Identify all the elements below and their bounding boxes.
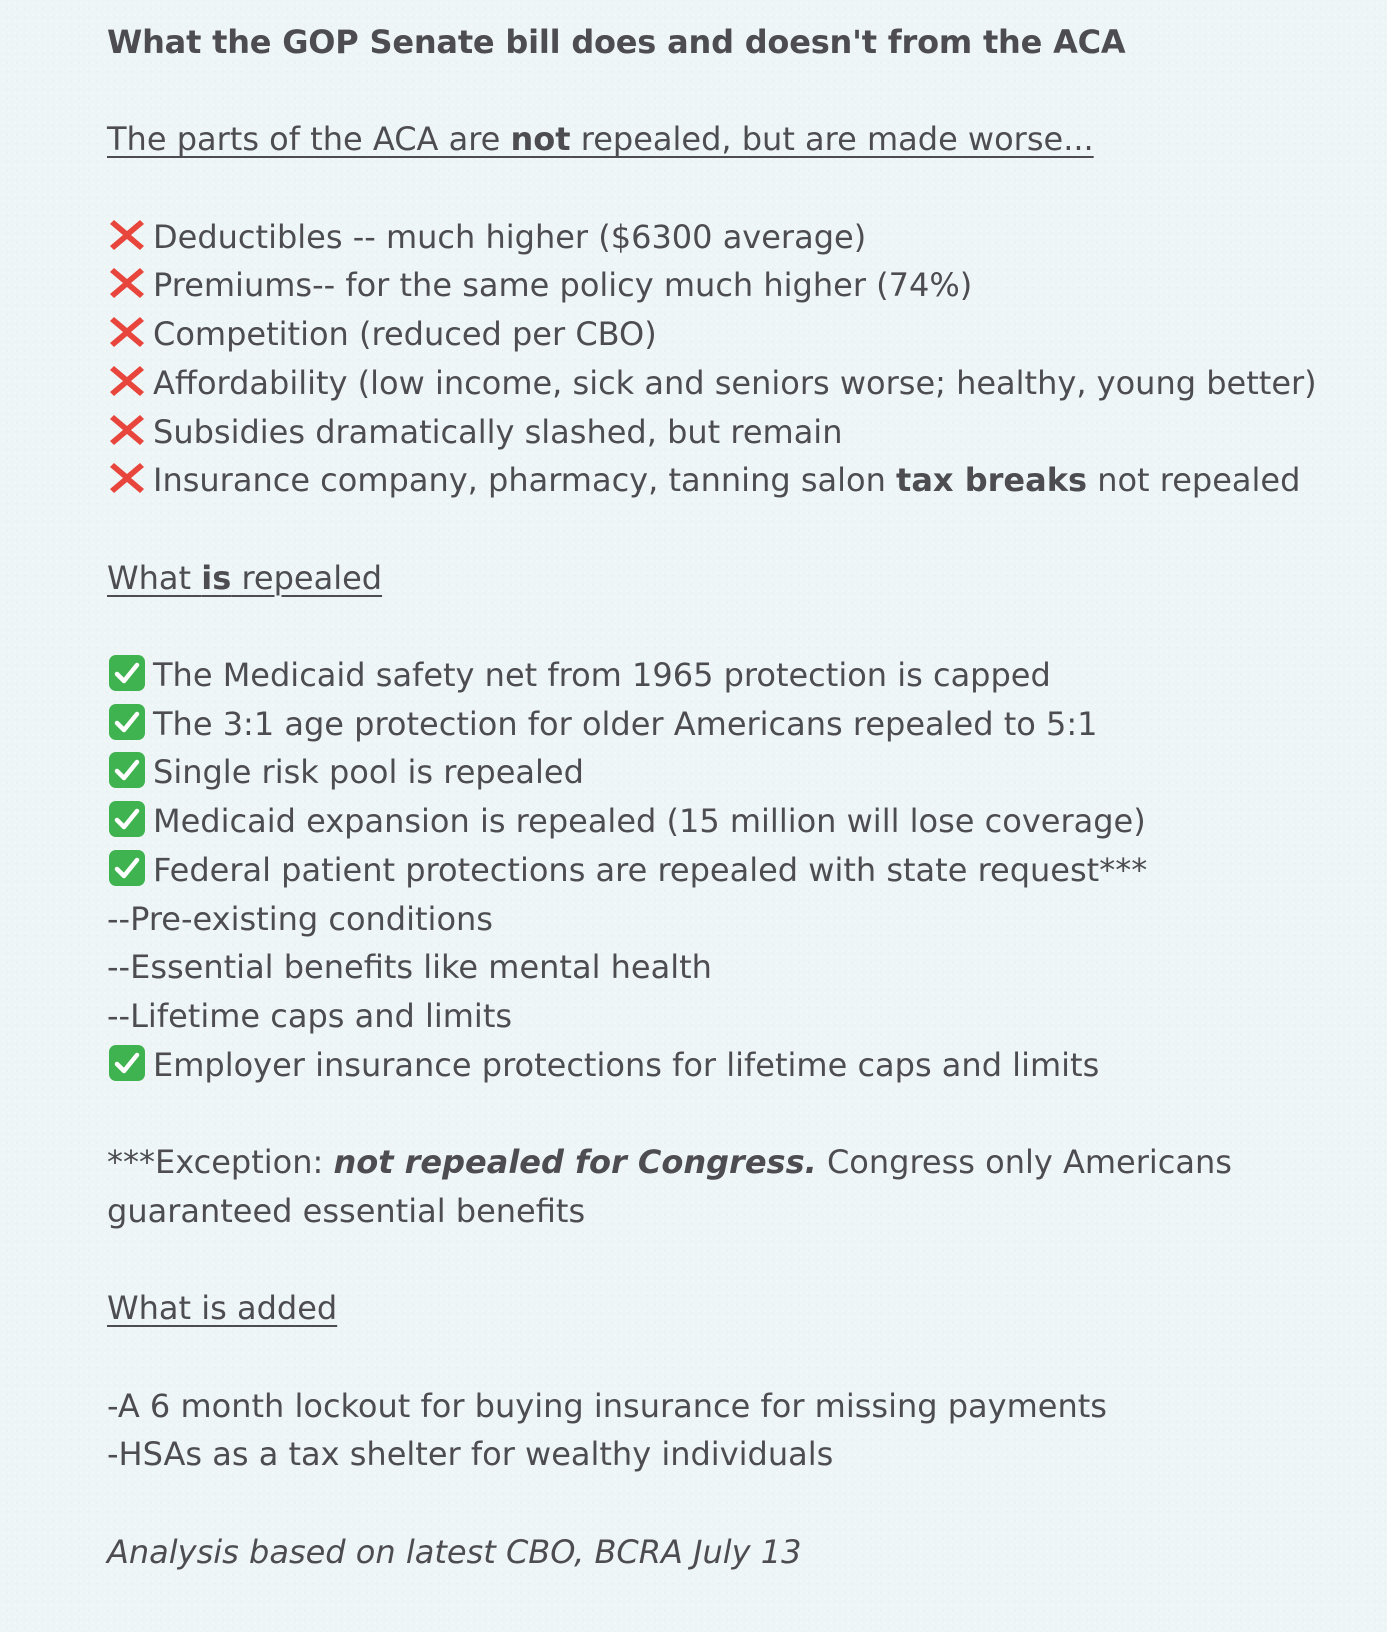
heading-text: repealed — [231, 558, 383, 597]
added-item: -HSAs as a tax shelter for wealthy individuals — [107, 1435, 834, 1474]
section-heading-added: What is added — [107, 1289, 338, 1328]
item-text: Affordability (low income, sick and seniors worse; healthy, young better) — [153, 363, 1317, 402]
red-x-icon — [107, 312, 147, 352]
sublist-item: --Lifetime caps and limits — [107, 997, 513, 1035]
repealed-list — [107, 651, 1367, 895]
spacer — [107, 505, 1367, 554]
repealed-item — [107, 748, 1367, 797]
repealed-item — [107, 700, 1367, 749]
item-text: The Medicaid safety net from 1965 protection is capped — [153, 656, 1051, 695]
green-check-icon — [107, 653, 147, 693]
item-text: Federal patient protections are repealed with state request*** — [153, 850, 1148, 889]
red-x-icon — [107, 458, 147, 498]
spacer — [107, 1236, 1367, 1285]
item-text: Insurance company, pharmacy, tanning salon — [153, 461, 897, 500]
exception-note — [107, 1138, 1357, 1235]
item-text: The 3:1 age protection for older Americans repealed to 5:1 — [153, 704, 1098, 743]
made-worse-item — [107, 408, 1367, 457]
made-worse-list — [107, 213, 1367, 457]
exception-text: Congress only Americans guaranteed essential benefits — [107, 1143, 1232, 1230]
spacer — [107, 602, 1367, 651]
spacer — [107, 1089, 1367, 1138]
green-check-icon — [107, 1043, 147, 1083]
repealed-item — [107, 846, 1367, 895]
spacer — [107, 67, 1367, 116]
sublist-item: --Essential benefits like mental health — [107, 948, 712, 987]
red-x-icon — [107, 263, 147, 303]
note-document — [107, 0, 1367, 1576]
patient-protections-sublist — [107, 895, 1367, 1041]
spacer — [107, 1333, 1367, 1382]
repealed-item — [107, 651, 1367, 700]
repealed-item — [107, 797, 1367, 846]
item-text: not repealed — [1087, 461, 1301, 500]
added-item: -A 6 month lockout for buying insurance for missing payments — [107, 1386, 1107, 1425]
spacer — [107, 1479, 1367, 1528]
green-check-icon — [107, 799, 147, 839]
green-check-icon — [107, 848, 147, 888]
red-x-icon — [107, 410, 147, 450]
green-check-icon — [107, 702, 147, 742]
footer-note: Analysis based on latest CBO, BCRA July 13 — [107, 1532, 802, 1571]
section-heading-repealed — [107, 554, 1367, 603]
item-text: Competition (reduced per CBO) — [153, 315, 657, 354]
heading-emphasis: not — [510, 120, 571, 159]
item-text: Single risk pool is repealed — [153, 753, 584, 792]
note-title: What the GOP Senate bill does and doesn't from the ACA — [107, 23, 1126, 61]
heading-text: The parts of the ACA are — [107, 120, 511, 159]
item-text: Deductibles -- much higher ($6300 average) — [153, 217, 867, 256]
item-emphasis: tax breaks — [896, 461, 1088, 500]
made-worse-item — [107, 213, 1367, 262]
made-worse-item — [107, 261, 1367, 310]
heading-text: What — [107, 558, 202, 597]
sublist-item: --Pre-existing conditions — [107, 899, 493, 938]
made-worse-item — [107, 456, 1367, 505]
red-x-icon — [107, 361, 147, 401]
red-x-icon — [107, 215, 147, 255]
green-check-icon — [107, 750, 147, 790]
made-worse-item — [107, 359, 1367, 408]
spacer — [107, 164, 1367, 213]
made-worse-item — [107, 310, 1367, 359]
section-heading-made-worse — [107, 115, 1367, 164]
item-text: Premiums-- for the same policy much higher (74%) — [153, 266, 973, 305]
exception-emphasis: not repealed for Congress. — [333, 1143, 817, 1182]
item-text: Employer insurance protections for lifetime caps and limits — [153, 1045, 1100, 1084]
heading-text: repealed, but are made worse... — [570, 120, 1094, 159]
heading-emphasis: is — [201, 558, 232, 597]
repealed-item — [107, 1041, 1367, 1090]
item-text: Medicaid expansion is repealed (15 million will lose coverage) — [153, 802, 1146, 841]
item-text: Subsidies dramatically slashed, but remain — [153, 412, 843, 451]
exception-text: ***Exception: — [107, 1143, 334, 1182]
